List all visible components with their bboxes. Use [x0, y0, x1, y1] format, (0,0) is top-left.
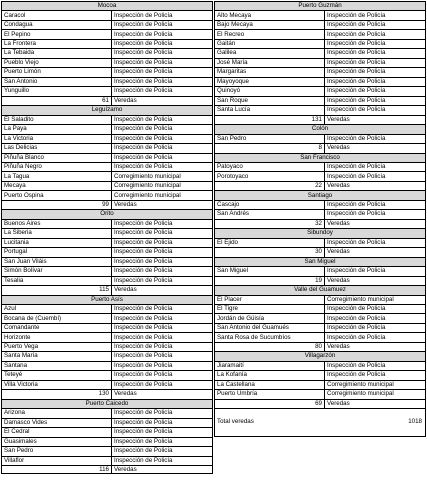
vereda-count: 32 [215, 220, 325, 228]
locality-type: Inspección de Policía [114, 314, 173, 322]
municipality-total [214, 342, 426, 351]
locality-name: Gaitán [215, 40, 325, 48]
vereda-count: 30 [215, 248, 325, 256]
locality-name: San Juan Viláis [2, 258, 112, 266]
table-row [1, 266, 213, 275]
table-row [214, 238, 426, 247]
locality-name: Santa María [2, 352, 112, 360]
veredas-table [1, 1, 426, 498]
locality-type: Inspección de Policía [327, 106, 386, 114]
locality-type: Inspección de Policía [114, 219, 173, 227]
locality-type: Inspección de Policía [114, 305, 173, 313]
municipality-header: Santiago [214, 190, 426, 199]
municipality-header: Puerto Asís [1, 295, 213, 304]
locality-type: Inspección de Policía [327, 371, 386, 379]
locality-name: El Tigre [215, 305, 325, 313]
locality-name: Villa Victoria [2, 381, 112, 389]
locality-type: Inspección de Policía [114, 144, 173, 152]
table-row [214, 323, 426, 332]
table-row [1, 143, 213, 152]
table-row [1, 323, 213, 332]
locality-name: Mayoyoque [215, 78, 325, 86]
table-row [214, 105, 426, 114]
table-row [214, 29, 426, 38]
locality-type: Inspección de Policía [114, 49, 173, 57]
table-row [214, 304, 426, 313]
locality-name: Las Delicias [2, 144, 112, 152]
locality-name: San Pedro [215, 135, 325, 143]
table-row [1, 370, 213, 379]
locality-type: Inspección de Policía [114, 115, 173, 123]
locality-type: Inspección de Policía [114, 11, 173, 19]
vereda-count: 80 [215, 343, 325, 351]
municipality-total [1, 96, 213, 105]
locality-type: Inspección de Policía [114, 267, 173, 275]
locality-name: La Frontera [2, 40, 112, 48]
table-row [1, 20, 213, 29]
locality-type: Corregimiento municipal [114, 191, 181, 199]
table-row [1, 276, 213, 285]
vereda-label: Veredas [327, 144, 350, 152]
locality-type: Inspección de Policía [114, 125, 173, 133]
locality-type: Inspección de Policía [327, 40, 386, 47]
locality-name: Simón Bolívar [2, 267, 112, 275]
municipality-header: San Miguel [214, 257, 426, 266]
municipality-header: Sibundoy [214, 228, 426, 237]
vereda-label: Veredas [327, 115, 350, 123]
table-row [1, 181, 213, 190]
municipality-total [214, 399, 426, 408]
locality-name: Puerto Umbría [215, 390, 325, 398]
locality-name: Patoyaco [215, 163, 325, 171]
table-row [214, 162, 426, 171]
table-row [1, 408, 213, 417]
table-row [214, 171, 426, 180]
locality-type: Inspección de Policía [114, 352, 173, 360]
locality-type: Inspección de Policía [327, 87, 386, 95]
locality-name: San Antonio [2, 78, 112, 86]
table-row [214, 361, 426, 370]
locality-name: El Cedral [2, 428, 112, 436]
table-row [1, 238, 213, 247]
table-row [1, 380, 213, 389]
vereda-label: Veredas [114, 200, 137, 208]
locality-type: Inspección de Policía [114, 428, 173, 436]
vereda-label: Veredas [327, 248, 350, 256]
locality-type: Inspección de Policía [114, 418, 173, 426]
locality-type: Inspección de Policía [114, 153, 173, 161]
locality-name: La Kofanía [215, 371, 325, 379]
locality-name: El Saladito [2, 116, 112, 124]
locality-type: Inspección de Policía [327, 58, 386, 66]
municipality-total [214, 181, 426, 190]
table-row [1, 257, 213, 266]
locality-name: Galilea [215, 49, 325, 57]
locality-type: Inspección de Policía [327, 134, 386, 142]
municipality-total [214, 247, 426, 256]
grand-total-label: Total veredas [217, 418, 254, 426]
table-row [214, 77, 426, 86]
locality-name: Azul [2, 305, 112, 313]
locality-name: Bocana de (Cuembí) [2, 314, 112, 322]
locality-name: Damasco Vides [2, 419, 112, 427]
locality-name: La Tagua [2, 172, 112, 180]
table-row [1, 247, 213, 256]
table-row [1, 10, 213, 19]
table-row [214, 389, 426, 398]
table-row [1, 67, 213, 76]
vereda-label: Veredas [114, 96, 137, 104]
locality-type: Inspección de Policía [327, 267, 386, 275]
locality-name: La Victoria [2, 135, 112, 143]
municipality-total [214, 276, 426, 285]
locality-type: Inspección de Policía [327, 96, 386, 104]
table-row [214, 200, 426, 209]
locality-name: Mecaya [2, 182, 112, 190]
locality-name: San Pedro [2, 447, 112, 455]
locality-name: Porotoyaco [215, 172, 325, 180]
locality-type: Inspección de Policía [114, 238, 173, 246]
locality-type: Inspección de Policía [327, 333, 386, 341]
municipality-total [214, 219, 426, 228]
locality-type: Inspección de Policía [114, 409, 173, 417]
locality-type: Corregimiento municipal [114, 182, 181, 190]
locality-name: La Paya [2, 125, 112, 133]
municipality-header: Leguízamo [1, 105, 213, 114]
municipality-header: Colón [214, 124, 426, 133]
vereda-count: 99 [2, 201, 112, 209]
table-row [214, 67, 426, 76]
locality-name: Teteyé [2, 371, 112, 379]
locality-name: Cascajo [215, 201, 325, 209]
table-row [1, 77, 213, 86]
locality-type: Corregimiento municipal [327, 380, 394, 388]
locality-name: El Pepino [2, 30, 112, 38]
table-row [1, 124, 213, 133]
locality-name: Comandante [2, 324, 112, 332]
vereda-label: Veredas [327, 276, 350, 284]
locality-type: Inspección de Policía [327, 361, 386, 369]
locality-type: Inspección de Policía [114, 58, 173, 66]
vereda-count: 22 [215, 182, 325, 190]
locality-name: Horizonte [2, 333, 112, 341]
table-row [214, 295, 426, 304]
locality-type: Inspección de Policía [114, 134, 173, 142]
table-row [1, 304, 213, 313]
locality-type: Inspección de Policía [114, 380, 173, 388]
locality-type: Inspección de Policía [327, 49, 386, 57]
left-column [1, 1, 213, 474]
locality-name: Puerto Vega [2, 343, 112, 351]
locality-type: Inspección de Policía [114, 30, 173, 38]
locality-name: Pueblo Viejo [2, 59, 112, 67]
locality-type: Inspección de Policía [327, 68, 386, 76]
locality-name: Condagua [2, 21, 112, 29]
table-row [1, 171, 213, 180]
locality-name: Puerto Ospina [2, 191, 112, 199]
table-row [1, 342, 213, 351]
table-row [214, 209, 426, 218]
table-row [1, 48, 213, 57]
locality-type: Inspección de Policía [327, 314, 386, 322]
table-row [1, 134, 213, 143]
locality-type: Inspección de Policía [327, 324, 386, 332]
locality-name: Santana [2, 362, 112, 370]
table-row [1, 446, 213, 455]
locality-type: Inspección de Policía [327, 238, 386, 246]
table-row [214, 10, 426, 19]
locality-name: Piñuña Negro [2, 163, 112, 171]
locality-name: La Siberia [2, 229, 112, 237]
municipality-total [1, 200, 213, 209]
locality-type: Inspección de Policía [114, 447, 173, 455]
locality-type: Inspección de Policía [327, 200, 386, 208]
locality-type: Inspección de Policía [327, 11, 386, 19]
table-row [1, 115, 213, 124]
locality-name: Lucitania [2, 239, 112, 247]
vereda-label: Veredas [327, 399, 350, 407]
table-row [1, 39, 213, 48]
locality-name: Buenos Aires [2, 220, 112, 228]
locality-name: Santa Lucía [215, 106, 325, 114]
table-row [214, 39, 426, 48]
locality-type: Inspección de Policía [327, 172, 386, 180]
locality-name: El Ejido [215, 239, 325, 247]
table-row [214, 96, 426, 105]
municipality-total [214, 115, 426, 124]
locality-name: Guasimales [2, 438, 112, 446]
locality-type: Inspección de Policía [327, 77, 386, 85]
table-row [214, 134, 426, 143]
locality-name: Margaritas [215, 68, 325, 76]
vereda-label: Veredas [327, 343, 350, 350]
municipality-total [1, 465, 213, 474]
table-row [214, 58, 426, 67]
table-row [1, 456, 213, 465]
locality-name: Quinoyó [215, 87, 325, 95]
locality-type: Inspección de Policía [327, 21, 386, 29]
table-row [214, 313, 426, 322]
vereda-count: 130 [2, 390, 112, 398]
locality-type: Inspección de Policía [114, 276, 173, 284]
locality-name: Villaflor [2, 457, 112, 465]
table-row [214, 332, 426, 341]
table-row [1, 361, 213, 370]
grand-total-value: 1018 [408, 418, 422, 426]
vereda-label: Veredas [114, 390, 137, 398]
table-row [1, 313, 213, 322]
locality-type: Inspección de Policía [114, 371, 173, 379]
locality-type: Inspección de Policía [114, 163, 173, 171]
vereda-count: 116 [2, 466, 112, 473]
locality-type: Inspección de Policía [114, 456, 173, 464]
locality-name: Arizona [2, 409, 112, 417]
locality-type: Inspección de Policía [114, 68, 173, 76]
locality-name: Bajo Mecaya [215, 21, 325, 29]
vereda-count: 19 [215, 277, 325, 285]
table-row [1, 418, 213, 427]
vereda-label: Veredas [327, 219, 350, 227]
locality-name: El Recreo [215, 30, 325, 38]
vereda-count: 8 [215, 144, 325, 152]
locality-type: Inspección de Policía [114, 437, 173, 445]
municipality-total [214, 143, 426, 152]
locality-name: Santa Rosa de Sucumbíos [215, 333, 325, 341]
municipality-header: Orito [1, 209, 213, 218]
locality-type: Inspección de Policía [114, 324, 173, 332]
locality-name: José María [215, 59, 325, 67]
vereda-count: 131 [215, 116, 325, 124]
table-row [1, 86, 213, 95]
locality-type: Inspección de Policía [114, 257, 173, 265]
municipality-total [1, 285, 213, 294]
locality-name: Piñuña Blanco [2, 154, 112, 162]
locality-type: Inspección de Policía [327, 210, 386, 218]
locality-name: Jiaramaití [215, 362, 325, 370]
locality-type: Inspección de Policía [114, 40, 173, 47]
grand-total-row [214, 408, 426, 436]
locality-name: Jordán de Güisía [215, 314, 325, 322]
locality-type: Inspección de Policía [114, 248, 173, 256]
table-row [1, 427, 213, 436]
locality-name: La Tebaida [2, 49, 112, 57]
table-row [214, 86, 426, 95]
locality-name: San Antonio del Guamués [215, 324, 325, 332]
table-row [1, 228, 213, 237]
table-row [1, 190, 213, 199]
table-row [1, 58, 213, 67]
locality-type: Inspección de Policía [327, 30, 386, 38]
municipality-header: Valle del Guamuez [214, 285, 426, 294]
table-row [1, 351, 213, 360]
locality-name: San Roque [215, 97, 325, 105]
municipality-header: Puerto Caicedo [1, 399, 213, 408]
table-row [214, 20, 426, 29]
municipality-header: San Francisco [214, 153, 426, 162]
locality-type: Inspección de Policía [114, 21, 173, 29]
locality-type: Inspección de Policía [327, 163, 386, 171]
locality-name: El Placer [215, 296, 325, 304]
table-row [1, 162, 213, 171]
locality-type: Inspección de Policía [114, 361, 173, 369]
right-column [214, 1, 426, 437]
vereda-count: 69 [215, 400, 325, 408]
locality-type: Inspección de Policía [114, 333, 173, 341]
locality-type: Inspección de Policía [327, 305, 386, 313]
locality-name: San Miguel [215, 267, 325, 275]
locality-type: Inspección de Policía [114, 343, 173, 350]
municipality-total [1, 389, 213, 398]
table-row [214, 48, 426, 57]
table-row [214, 370, 426, 379]
locality-name: Portugal [2, 248, 112, 256]
municipality-header: Mocoa [1, 1, 213, 10]
locality-name: Tesalia [2, 277, 112, 285]
table-row [214, 380, 426, 389]
locality-type: Corregimiento municipal [327, 390, 394, 398]
table-row [1, 29, 213, 38]
municipality-header: Villagarzón [214, 351, 426, 360]
vereda-count: 61 [2, 97, 112, 105]
locality-name: La Castellana [215, 381, 325, 389]
vereda-label: Veredas [114, 465, 137, 473]
locality-type: Corregimiento municipal [114, 172, 181, 180]
locality-type: Inspección de Policía [114, 229, 173, 237]
table-row [1, 437, 213, 446]
locality-name: Caracol [2, 11, 112, 19]
locality-name: Yunguillo [2, 87, 112, 95]
locality-type: Inspección de Policía [114, 87, 173, 95]
table-row [1, 219, 213, 228]
vereda-count: 115 [2, 286, 112, 294]
vereda-label: Veredas [114, 286, 137, 294]
locality-name: Puerto Limón [2, 68, 112, 76]
locality-name: San Andrés [215, 210, 325, 218]
vereda-label: Veredas [327, 182, 350, 190]
locality-name: Alto Mecaya [215, 11, 325, 19]
table-row [1, 332, 213, 341]
municipality-header: Puerto Guzmán [214, 1, 426, 10]
table-row [1, 153, 213, 162]
locality-type: Corregimiento municipal [327, 295, 394, 303]
locality-type: Inspección de Policía [114, 77, 173, 85]
table-row [214, 266, 426, 275]
